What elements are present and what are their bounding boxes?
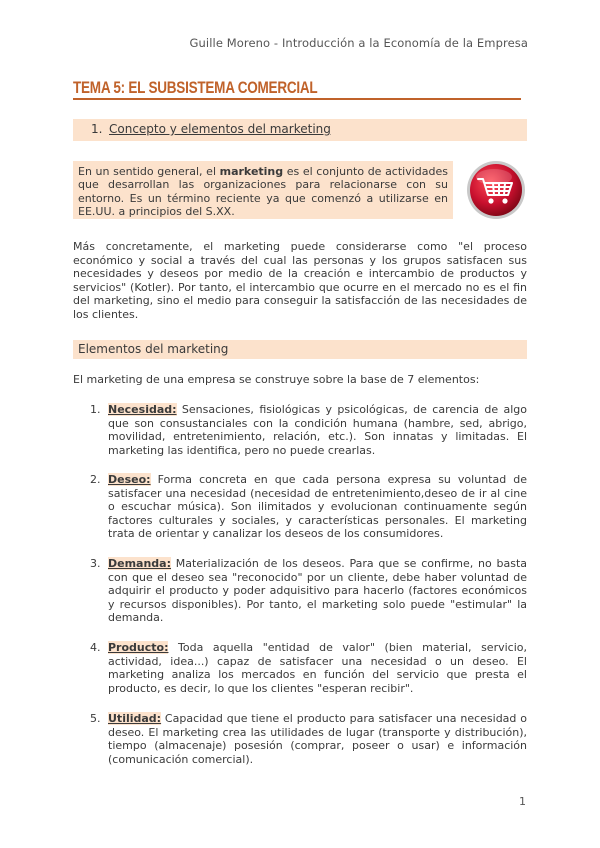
page-number: 1 — [519, 795, 526, 808]
list-term: Utilidad: — [108, 712, 162, 725]
list-number: 1. — [90, 403, 101, 416]
list-number: 4. — [90, 641, 101, 654]
list-number: 3. — [90, 557, 101, 570]
intro-text — [73, 161, 453, 219]
definition-paragraph: Más concretamente, el marketing puede considerarse como "el proceso económico y social a través del cual las personas y los grupos satisfacen sus necesidades y deseos por medio de la creación e intercambio de productos y servicios" (Kotler). Por tanto, el intercambio que ocurre en el mercado no es el fin del marketing, sino el medio para conseguir la satisfacción de las necesidades de los clientes. — [73, 240, 527, 321]
list-desc: Forma concreta en que cada persona expresa su voluntad de satisfacer una necesidad (necesidad de entretenimiento,deseo de ir al cine o escuchar música). Son ilimitados y evolucionan continuamente según factores culturales y sociales, y características personales. El marketing trata de orientar y canalizar los deseos de los consumidores. — [108, 473, 527, 541]
list-term: Deseo: — [108, 473, 151, 486]
list-text — [108, 641, 527, 695]
list-number: 5. — [90, 712, 101, 725]
shopping-cart-icon — [466, 160, 526, 220]
list-desc: Capacidad que tiene el producto para satisfacer una necesidad o deseo. El marketing crea las utilidades de lugar (transporte y distribución), tiempo (almacenaje) posesión (comprar, poseer o usar) e información (comunicación comercial). — [108, 712, 527, 766]
subsection-heading — [73, 340, 527, 359]
list-desc: Sensaciones, fisiológicas y psicológicas, de carencia de algo que son consustanciales con la condición humana (hambre, sed, abrigo, movilidad, entretenimiento, relación, etc.). Son innatas y limitadas. El marketing las identifica, pero no puede crearlas. — [108, 403, 527, 457]
chapter-title-text: TEMA 5: EL SUBSISTEMA COMERCIAL — [73, 79, 318, 97]
intro-after: es el conjunto de actividades que desarrollan las organizaciones para relacionarse con su entorno. Es un término reciente ya que comenzó a utilizarse en EE.UU. a principios del S.XX. — [78, 165, 448, 219]
list-term: Demanda: — [108, 557, 172, 570]
list-text — [108, 712, 527, 766]
section-heading — [73, 119, 527, 141]
section-title: Concepto y elementos del marketing — [109, 122, 331, 136]
list-item-demanda — [90, 557, 527, 625]
list-item-producto — [90, 641, 527, 695]
intro-box — [73, 161, 453, 219]
elements-intro: El marketing de una empresa se construye sobre la base de 7 elementos: — [73, 373, 480, 386]
list-desc: Toda aquella "entidad de valor" (bien material, servicio, actividad, idea...) capaz de satisfacer una necesidad o un deseo. El marketing analiza los mercados en función del servicio que presta el producto, es decir, lo que los clientes "esperan recibir". — [108, 641, 527, 695]
list-term: Producto: — [108, 641, 169, 654]
section-number: 1. — [91, 122, 103, 136]
intro-before: En un sentido general, el — [78, 165, 220, 178]
list-term: Necesidad: — [108, 403, 177, 416]
list-item-necesidad — [90, 403, 527, 457]
list-text — [108, 403, 527, 457]
list-number: 2. — [90, 473, 101, 486]
subsection-title: Elementos del marketing — [78, 342, 229, 356]
list-desc: Materialización de los deseos. Para que se confirme, no basta con que el deseo sea "reconocido" por un cliente, debe haber voluntad de adquirir el producto y poder adquisitivo para hacerlo (factores económicos y recursos disponibles). Por tanto, el marketing solo puede "estimular" la demanda. — [108, 557, 527, 625]
intro-keyword: marketing — [219, 165, 284, 178]
list-text — [108, 473, 527, 541]
chapter-title — [73, 78, 521, 100]
list-text — [108, 557, 527, 625]
list-item-deseo — [90, 473, 527, 541]
list-item-utilidad — [90, 712, 527, 766]
running-header: Guille Moreno - Introducción a la Economía de la Empresa — [189, 36, 528, 50]
